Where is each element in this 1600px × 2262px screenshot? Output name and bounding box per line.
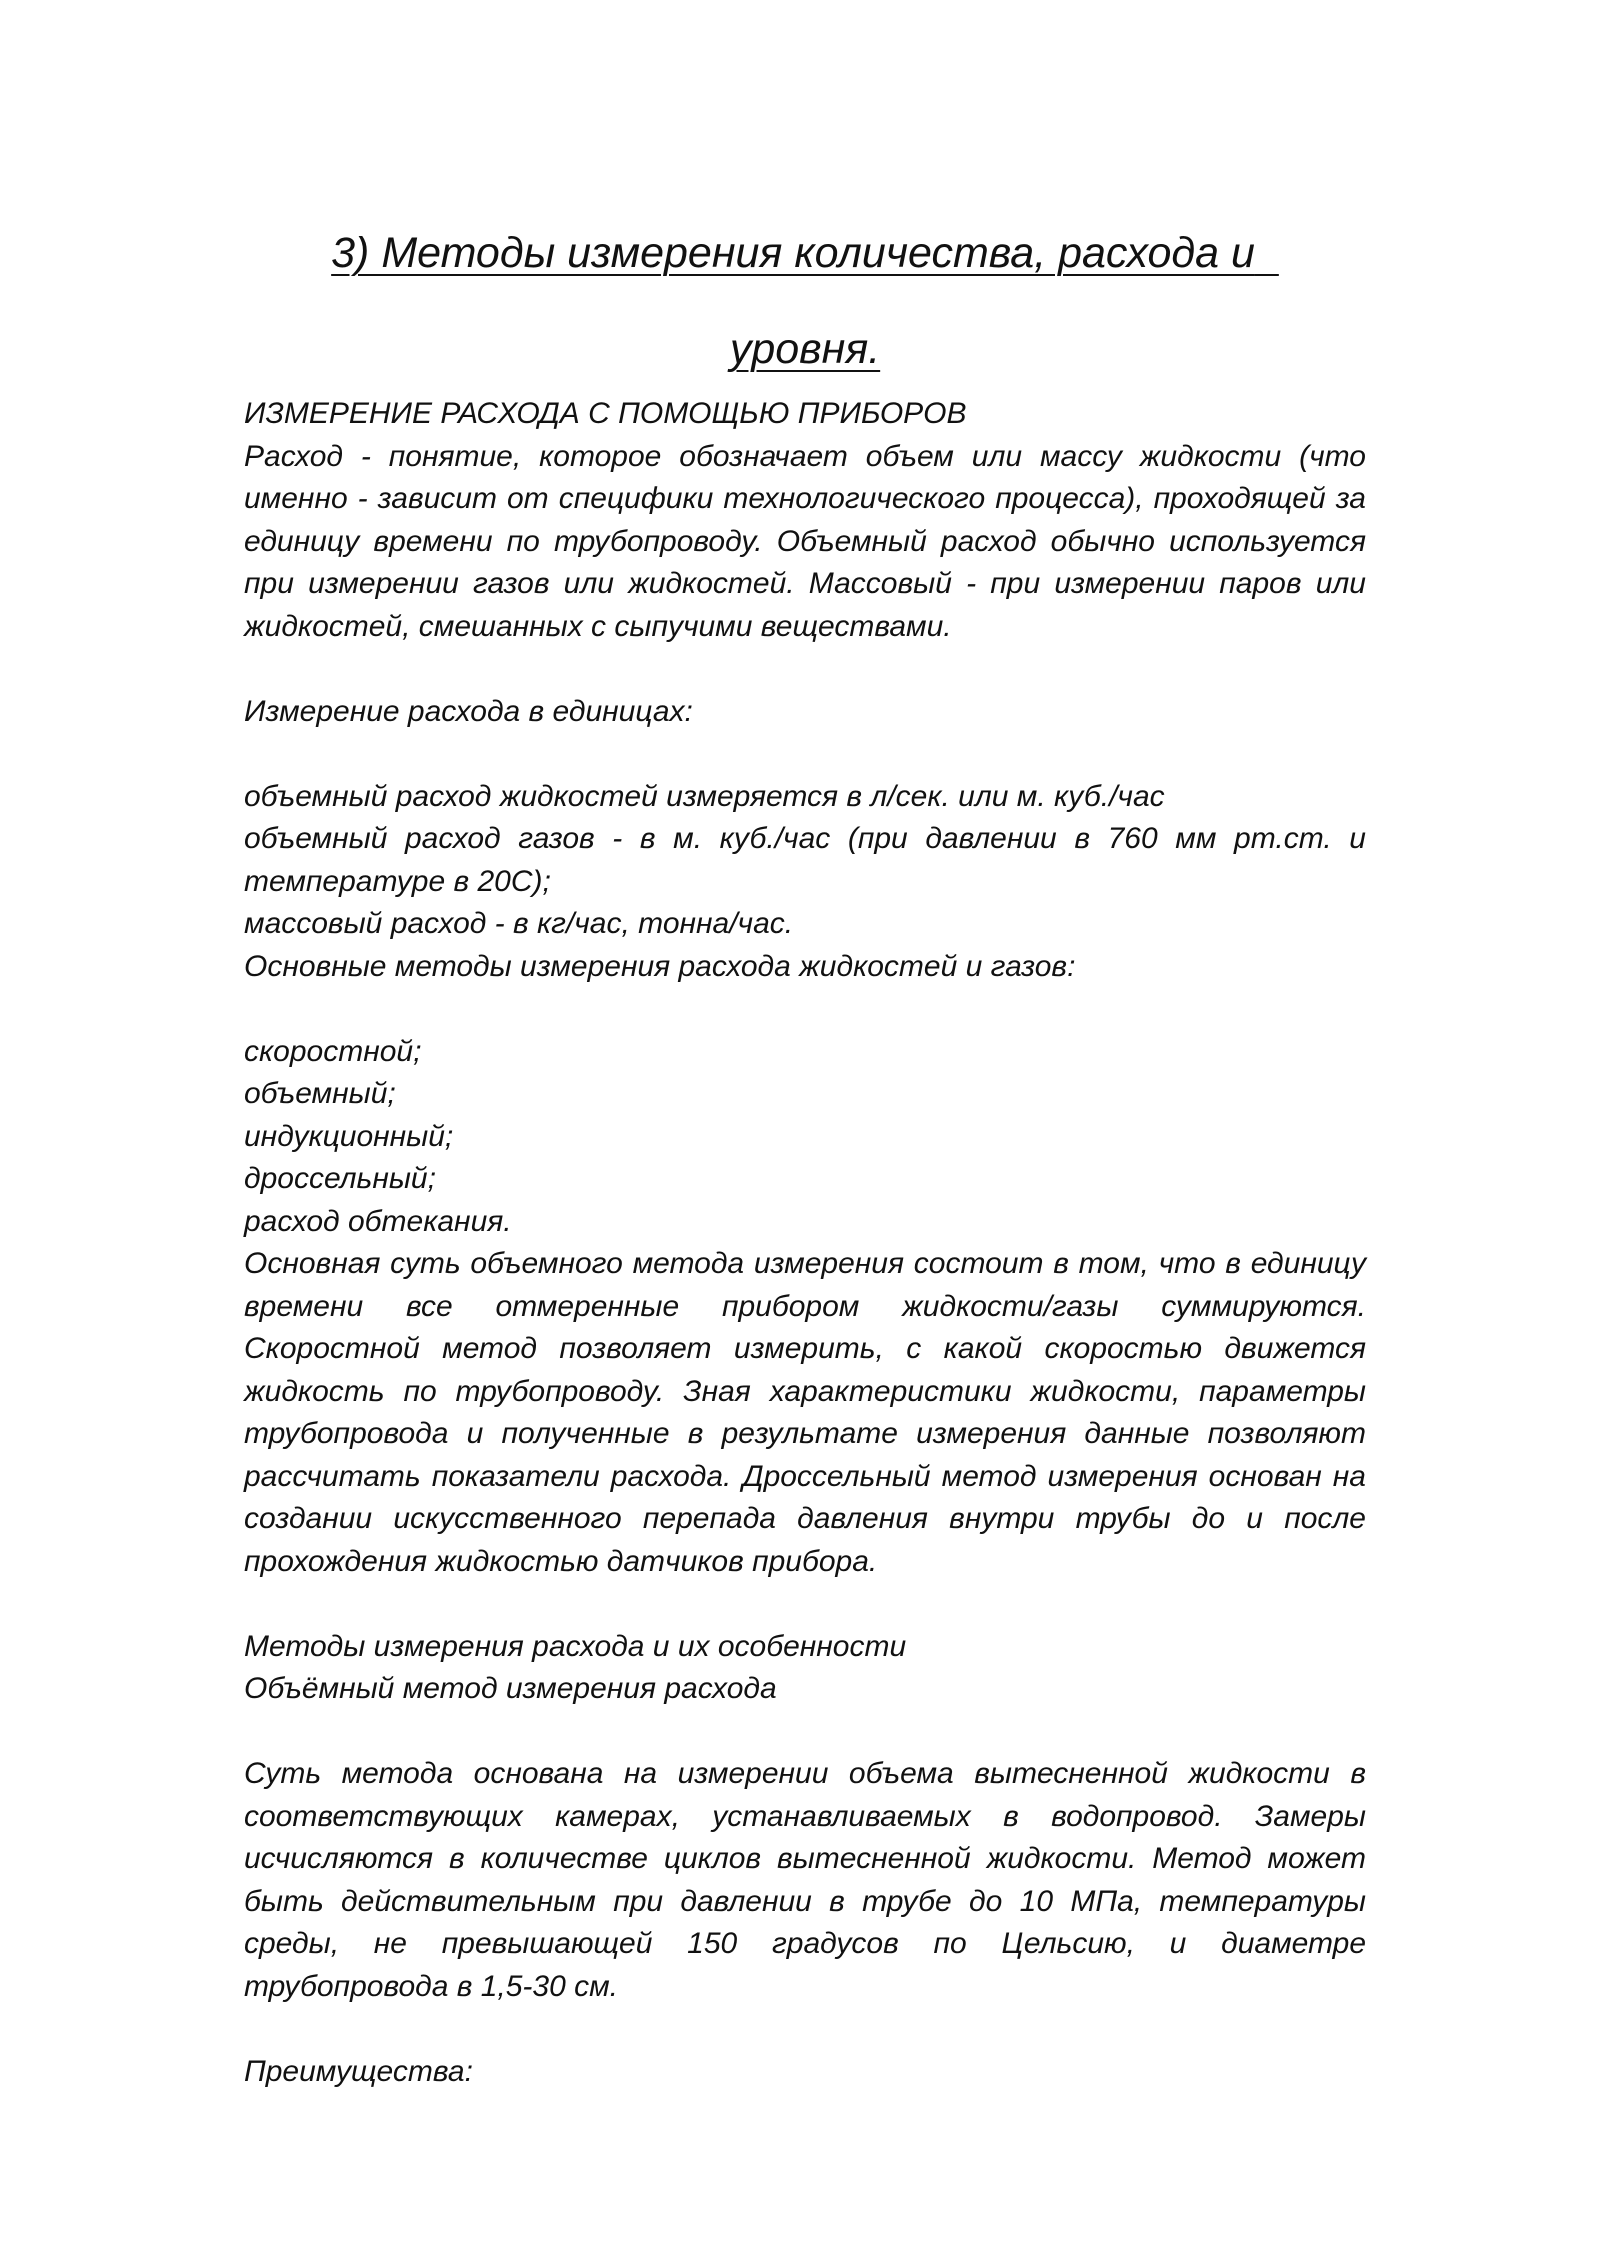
document-body <box>244 205 1366 2093</box>
document-title <box>244 205 1366 397</box>
list-item: объемный; <box>244 1077 396 1110</box>
list-item: дроссельный; <box>244 1162 436 1195</box>
methods-list <box>244 1031 1366 1244</box>
list-item: расход обтекания. <box>244 1204 512 1238</box>
section-title: Методы измерения расхода и их особенности <box>244 1629 907 1663</box>
units-intro: Измерение расхода в единицах: <box>244 694 693 728</box>
methods-intro: Основные методы измерения расхода жидкостей и газов: <box>244 949 1076 983</box>
spacer <box>244 2008 1366 2051</box>
section-heading: ИЗМЕРЕНИЕ РАСХОДА С ПОМОЩЬЮ ПРИБОРОВ <box>244 397 967 430</box>
spacer <box>244 988 1366 1031</box>
title-line-2: уровня. <box>729 325 881 373</box>
spacer <box>244 1583 1366 1626</box>
paragraph-volumetric-method: Суть метода основана на измерении объема вытесненной жидкости в соответствующих камерах, устанавливаемых в водопровод. Замеры исчисляются в количестве циклов вытесненной жидкости. Метод может быть действительным при давлении в трубе до 10 МПа, температуры среды, не превышающей 150 градусов по Цельсию, и диаметре трубопровода в 1,5-30 см. <box>244 1757 1366 2003</box>
spacer <box>244 733 1366 776</box>
paragraph-definition: Расход - понятие, которое обозначает объем или массу жидкости (что именно - зависит от специфики технологического процесса), проходящей за единицу времени по трубопроводу. Объемный расход обычно используется при измерении газов или жидкостей. Массовый - при измерении паров или жидкостей, смешанных с сыпучими веществами. <box>244 439 1366 643</box>
title-line-1: 3) Методы измерения количества, расхода и <box>331 229 1255 277</box>
subsection-title: Объёмный метод измерения расхода <box>244 1672 777 1705</box>
spacer <box>244 648 1366 691</box>
units-item: массовый расход - в кг/час, тонна/час. <box>244 907 794 940</box>
list-item: скоростной; <box>244 1034 422 1068</box>
spacer <box>244 1711 1366 1754</box>
advantages-heading: Преимущества: <box>244 2054 473 2088</box>
paragraph-methods-explained: Основная суть объемного метода измерения состоит в том, что в единицу времени все отмеренные прибором жидкости/газы суммируются. Скоростной метод позволяет измерить, с какой скоростью движется жидкость по трубопроводу. Зная характеристики жидкости, параметры трубопровода и полученные в результате измерения данные позволяют рассчитать показатели расхода. Дроссельный метод измерения основан на создании искусственного перепада давления внутри трубы до и после прохождения жидкостью датчиков прибора. <box>244 1247 1366 1578</box>
units-item: объемный расход жидкостей измеряется в л/сек. или м. куб./час <box>244 779 1165 813</box>
list-item: индукционный; <box>244 1119 454 1153</box>
units-item: объемный расход газов - в м. куб./час (при давлении в 760 мм рт.ст. и температуре в 20С); <box>244 822 1366 898</box>
